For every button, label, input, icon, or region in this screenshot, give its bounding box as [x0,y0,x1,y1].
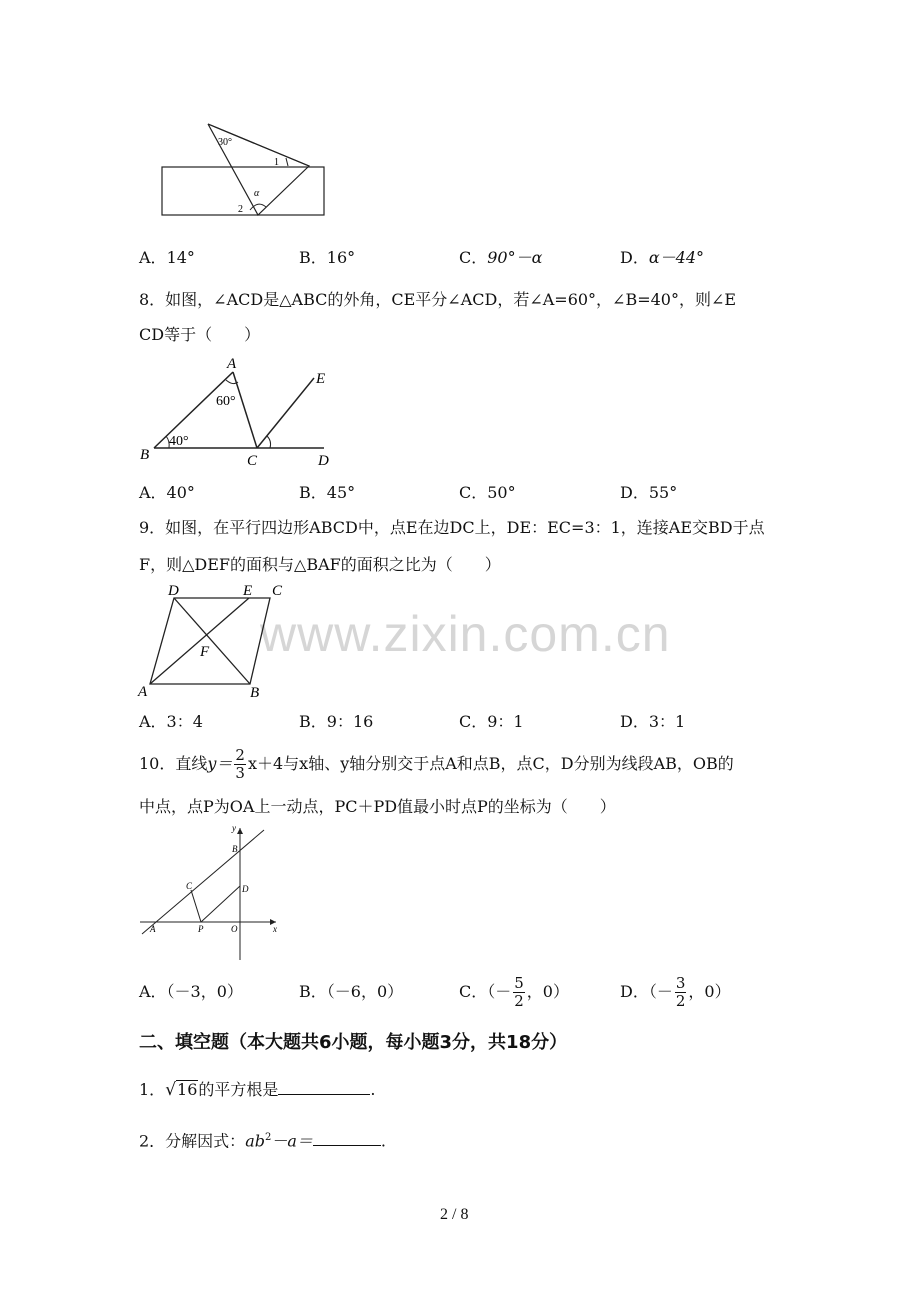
q10-line1: 10．直线y＝ $\frac{2}{3}$ x＋4与x轴、y轴分别交于点A和点B，点C，D分别为线段AB，OB的 [139,746,734,782]
q9-option-d: D．3：1 [620,712,686,731]
q9-figure [136,580,296,702]
q7-option-c: C．90°－α [459,248,543,267]
fig10-label-D: D [242,884,249,894]
fig7-angle-30: 30° [218,137,232,148]
q9-option-b: B．9：16 [299,712,374,731]
fig7-label-alpha: α [254,188,260,199]
q10-figure [136,820,286,965]
q8-line1: 8．如图，∠ACD是△ABC的外角，CE平分∠ACD，若∠A=60°，∠B=40°，则∠E [139,290,737,309]
fig10-label-B: B [232,844,238,854]
q7-option-d: D．α－44° [620,248,705,267]
q10-option-b: B．（－6，0） [299,982,404,1001]
q7-option-b: B．16° [299,248,356,267]
q10-option-c: C．（－ $\frac{5}{2}$ ，0） [459,974,569,1010]
fig9-label-F: F [200,644,210,660]
q9-line1: 9．如图，在平行四边形ABCD中，点E在边DC上，DE：EC=3：1，连接AE交BD于点 [139,518,765,537]
sqrt-16: 16 [177,1080,198,1099]
fig10-label-x: x [273,924,277,934]
fig8-label-C: C [247,453,258,469]
q7-figure [158,118,330,222]
fig8-label-B: B [140,447,150,463]
fill-question-2: 2．分解因式：$ab^2-a=$ . [139,1131,386,1151]
page-number: 2 / 8 [440,1206,469,1223]
fig9-label-A: A [138,684,148,700]
q10-option-a: A．（－3，0） [139,982,243,1001]
answer-blank-2[interactable] [313,1131,381,1146]
fig8-label-D: D [318,453,329,469]
fig10-label-C: C [186,881,193,891]
q7-option-a: A．14° [139,248,195,267]
fig9-label-C: C [272,583,283,599]
q10-option-d: D．（－ $\frac{3}{2}$ ，0） [620,974,731,1010]
fig8-angle-40: 40° [169,434,189,449]
q9-option-c: C．9：1 [459,712,524,731]
section-title-fill-in: 二、填空题（本大题共6小题，每小题3分，共18分） [139,1032,568,1053]
watermark: www.zixin.com.cn [260,606,671,662]
q9-line2: F，则△DEF的面积与△BAF的面积之比为（ ） [139,555,501,574]
q10-line2: 中点，点P为OA上一动点，PC＋PD值最小时点P的坐标为（ ） [139,797,616,816]
q8-option-c: C．50° [459,483,516,502]
fig8-angle-60: 60° [216,394,236,409]
q8-figure [136,352,336,470]
q8-line2: CD等于（ ） [139,325,261,344]
fill-question-1: 1．√16的平方根是 . [139,1080,376,1100]
fig8-label-A: A [227,356,237,372]
q10-fraction: $\frac{2}{3}$ [235,746,245,782]
answer-blank-1[interactable] [278,1080,370,1095]
fig10-label-P: P [198,924,204,934]
fig7-label-2: 2 [238,204,243,215]
fig10-label-O: O [231,924,238,934]
fig10-label-y: y [232,823,236,833]
fig9-label-B: B [250,685,260,701]
q8-option-a: A．40° [139,483,195,502]
fig8-label-E: E [316,371,326,387]
fig10-label-A: A [150,924,156,934]
q9-option-a: A．3：4 [139,712,203,731]
fig9-label-D: D [168,583,179,599]
q8-option-b: B．45° [299,483,356,502]
fig9-label-E: E [243,583,253,599]
fig7-label-1: 1 [274,157,279,168]
q8-option-d: D．55° [620,483,678,502]
